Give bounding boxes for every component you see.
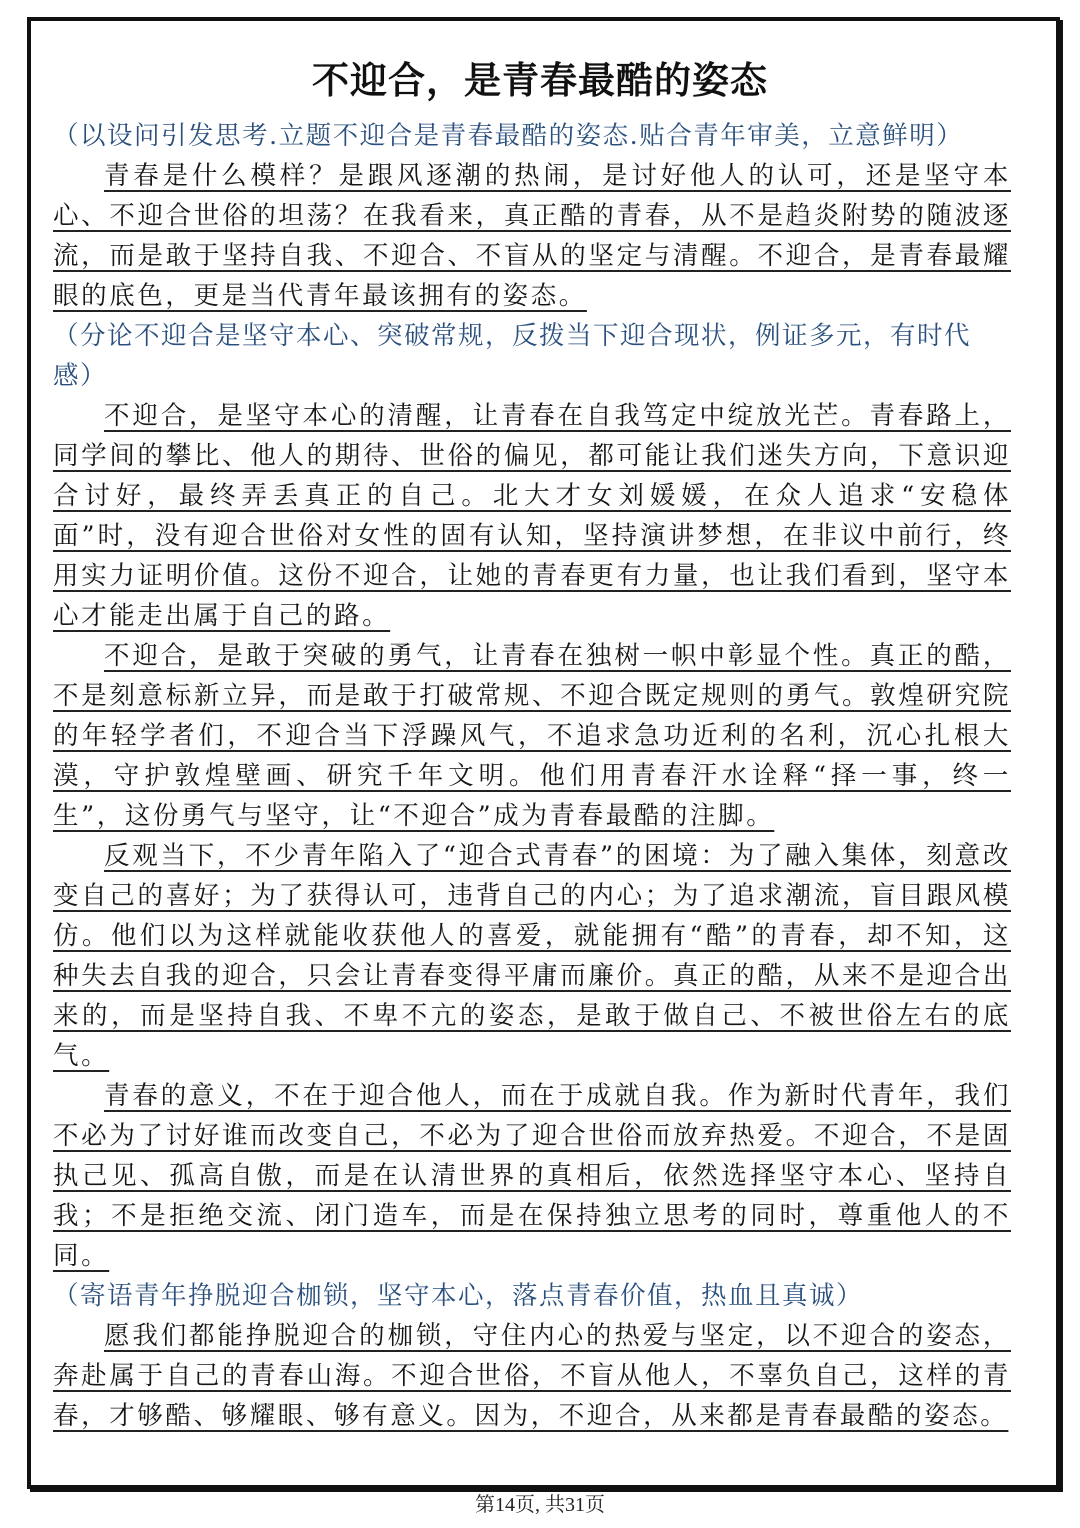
- paragraph-1: [53, 156, 1011, 316]
- essay-title: 不迎合，是青春最酷的姿态: [312, 59, 768, 102]
- paragraph-3: [53, 636, 1011, 836]
- annotation-conclusion: （寄语青年挣脱迎合枷锁，坚守本心，落点青春价值，热血且真诚）: [53, 1281, 864, 1311]
- essay-body: [53, 116, 1011, 1436]
- paragraph-6: [53, 1316, 1011, 1436]
- paragraph-4-text: 反观当下，不少青年陷入了“迎合式青春”的困境：为了融入集体，刻意改变自己的喜好；为了获得认可，违背自己的内心；为了追求潮流，盲目跟风模仿。他们以为这样就能收获他人的喜爱，就能拥有“酷”的青春，却不知，这种失去自我的迎合，只会让青春变得平庸而廉价。真正的酷，从来不是迎合出来的，而是坚持自我、不卑不亢的姿态，是敢于做自己、不被世俗左右的底气。: [53, 841, 1011, 1071]
- paragraph-3-text: 不迎合，是敢于突破的勇气，让青春在独树一帜中彰显个性。真正的酷，不是刻意标新立异，而是敢于打破常规、不迎合既定规则的勇气。敦煌研究院的年轻学者们，不迎合当下浮躁风气，不追求急功近利的名利，沉心扎根大漠，守护敦煌壁画、研究千年文明。他们用青春汗水诠释“择一事，终一生”，这份勇气与坚守，让“不迎合”成为青春最酷的注脚。: [53, 641, 1011, 831]
- paragraph-2: [53, 396, 1011, 636]
- paragraph-2-text: 不迎合，是坚守本心的清醒，让青春在自我笃定中绽放光芒。青春路上，同学间的攀比、他人的期待、世俗的偏见，都可能让我们迷失方向，下意识迎合讨好，最终弄丢真正的自己。北大才女刘媛媛，在众人追求“安稳体面”时，没有迎合世俗对女性的固有认知，坚持演讲梦想，在非议中前行，终用实力证明价值。这份不迎合，让她的青春更有力量，也让我们看到，坚守本心才能走出属于自己的路。: [53, 401, 1011, 631]
- page-number: 第14页, 共31页: [475, 1494, 605, 1516]
- paragraph-1-text: 青春是什么模样？是跟风逐潮的热闹，是讨好他人的认可，还是坚守本心、不迎合世俗的坦荡？在我看来，真正酷的青春，从不是趋炎附势的随波逐流，而是敢于坚持自我、不迎合、不盲从的坚定与清醒。不迎合，是青春最耀眼的底色，更是当代青年最该拥有的姿态。: [53, 161, 1011, 311]
- annotation-body: （分论不迎合是坚守本心、突破常规，反拨当下迎合现状，例证多元，有时代感）: [53, 321, 972, 391]
- paragraph-5: [53, 1076, 1011, 1276]
- paragraph-6-text: 愿我们都能挣脱迎合的枷锁，守住内心的热爱与坚定，以不迎合的姿态，奔赴属于自己的青春山海。不迎合世俗，不盲从他人，不辜负自己，这样的青春，才够酷、够耀眼、够有意义。因为，不迎合，从来都是青春最酷的姿态。: [53, 1321, 1011, 1431]
- paragraph-4: [53, 836, 1011, 1076]
- paragraph-5-text: 青春的意义，不在于迎合他人，而在于成就自我。作为新时代青年，我们不必为了讨好谁而改变自己，不必为了迎合世俗而放弃热爱。不迎合，不是固执己见、孤高自傲，而是在认清世界的真相后，依然选择坚守本心、坚持自我；不是拒绝交流、闭门造车，而是在保持独立思考的同时，尊重他人的不同。: [53, 1081, 1011, 1271]
- annotation-intro: （以设问引发思考.立题不迎合是青春最酷的姿态.贴合青年审美，立意鲜明）: [53, 121, 964, 151]
